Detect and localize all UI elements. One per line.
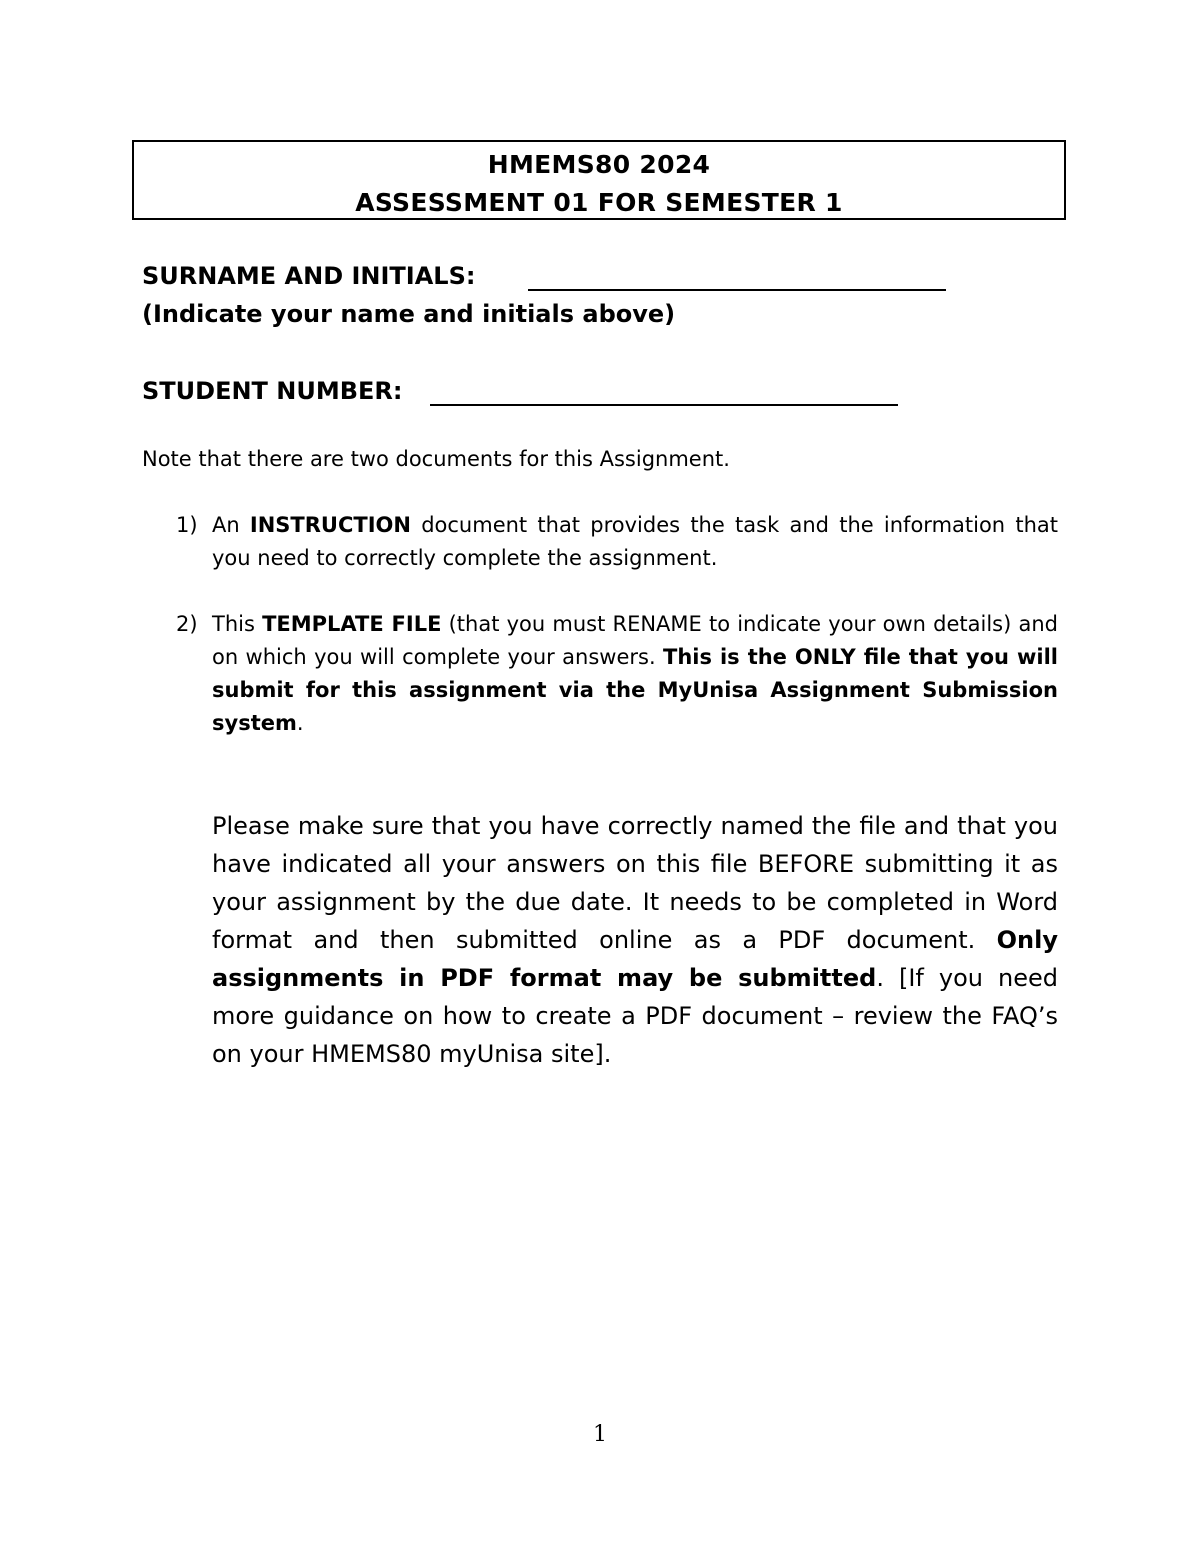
documents-note: Note that there are two documents for this Assignment. (142, 447, 730, 471)
page-number: 1 (593, 1422, 607, 1447)
surname-label: SURNAME AND INITIALS: (142, 262, 476, 290)
list-item-number: 2) (176, 612, 198, 636)
submission-instructions: Please make sure that you have correctly named the file and that you have indicated all your answers on this file BEFORE submitting it as your assignment by the due date. It needs to be completed in Word format and then submitted online as a PDF document. Only assignments in PDF format may be submitted. [If you need more guidance on how to create a PDF document – review the FAQ’s on your HMEMS80 myUnisa site]. (212, 812, 1059, 1068)
student-number-label: STUDENT NUMBER: (142, 377, 403, 405)
list-item (142, 509, 1058, 575)
title-box (132, 140, 1066, 220)
list-item-text: This TEMPLATE FILE (that you must RENAME to indicate your own details) and on which you will complete your answers. This is the ONLY file that you will submit for this assignment via the MyUnisa Assignment Submission system. (212, 612, 1058, 735)
assessment-title: ASSESSMENT 01 FOR SEMESTER 1 (355, 188, 843, 217)
list-item-text: An INSTRUCTION document that provides the task and the information that you need to correctly complete the assignment. (212, 513, 1058, 570)
list-item-number: 1) (176, 513, 198, 537)
course-title: HMEMS80 2024 (487, 150, 711, 179)
surname-answer-line[interactable] (528, 289, 946, 291)
student-number-answer-line[interactable] (430, 404, 898, 406)
list-item (142, 608, 1058, 740)
surname-hint: (Indicate your name and initials above) (142, 300, 676, 328)
